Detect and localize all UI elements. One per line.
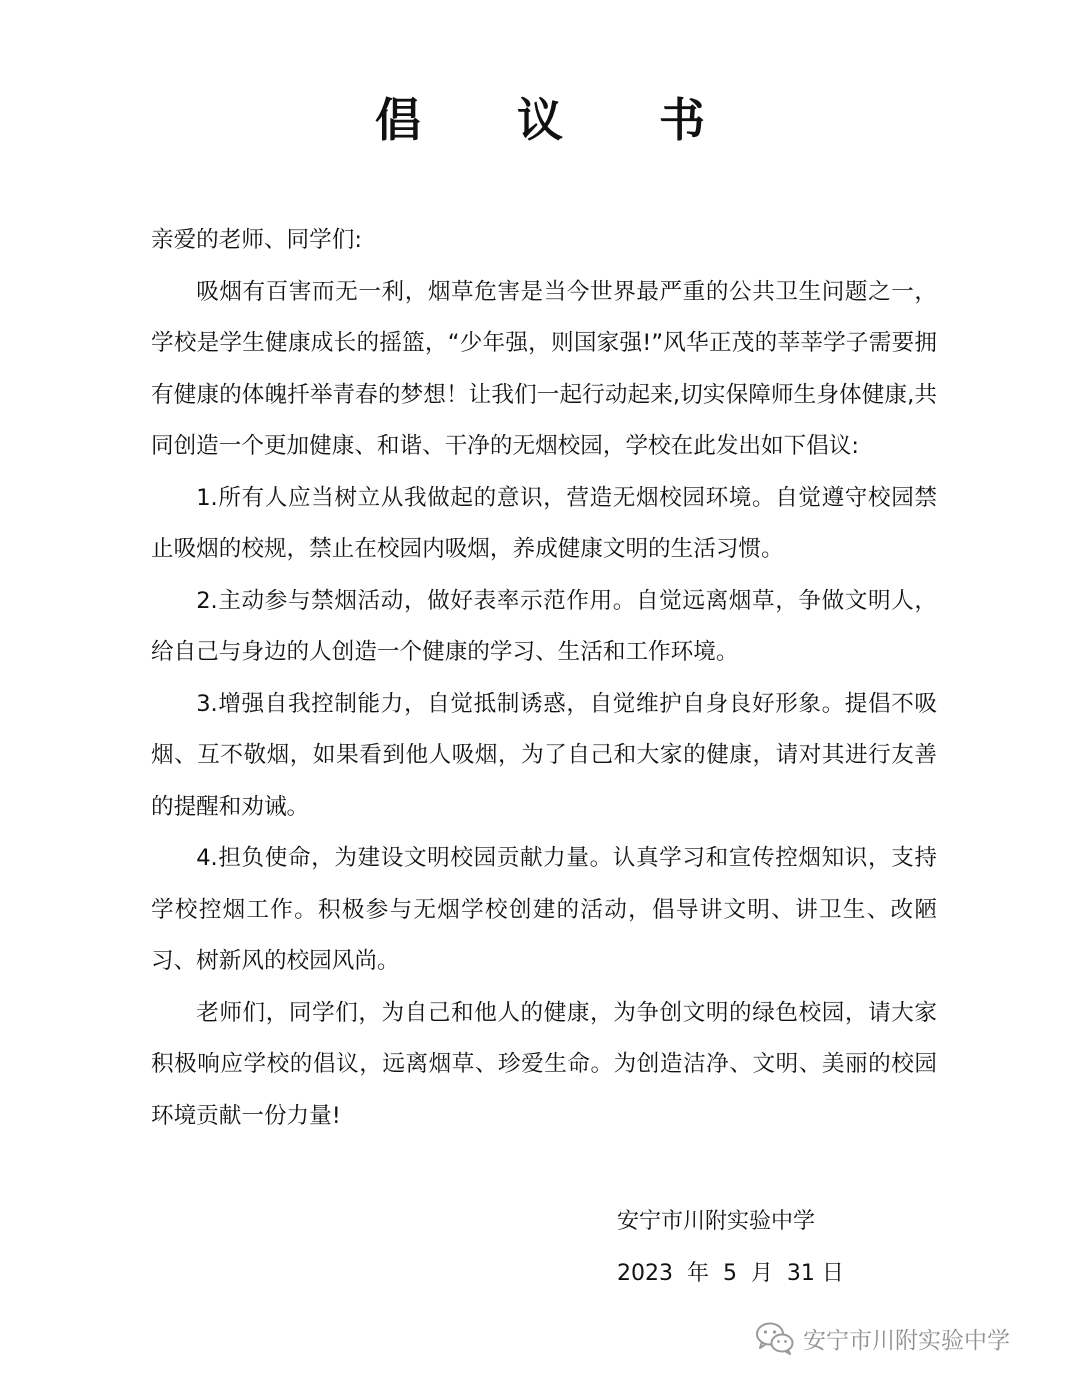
watermark — [755, 1318, 1010, 1358]
paragraph-intro: 吸烟有百害而无一利，烟草危害是当今世界最严重的公共卫生问题之一，学校是学生健康成长的摇篮，“少年强，则国家强!”风华正茂的莘莘学子需要拥有健康的体魄扦举青春的梦想！让我们一起行动起来,切实保障师生身体健康,共同创造一个更加健康、和谐、干净的无烟校园，学校在此发出如下倡议: — [151, 278, 937, 459]
document-title: 倡 议 书 — [374, 93, 746, 147]
paragraph-item-4: 4.担负使命，为建设文明校园贡献力量。认真学习和宣传控烟知识，支持学校控烟工作。积极参与无烟学校创建的活动，倡导讲文明、讲卫生、改陋习、树新风的校园风尚。 — [151, 845, 937, 974]
paragraph-closing: 老师们，同学们，为自己和他人的健康，为争创文明的绿色校园，请大家积极响应学校的倡议，远离烟草、珍爱生命。为创造洁净、文明、美丽的校园环境贡献一份力量! — [151, 999, 937, 1129]
watermark-text: 安宁市川附实验中学 — [803, 1327, 1010, 1354]
signature-organization: 安宁市川附实验中学 — [617, 1209, 816, 1234]
paragraph-item-2: 2.主动参与禁烟活动，做好表率示范作用。自觉远离烟草，争做文明人，给自己与身边的人创造一个健康的学习、生活和工作环境。 — [151, 587, 937, 665]
document-body — [151, 215, 937, 1142]
greeting: 亲爱的老师、同学们: — [151, 227, 362, 253]
wechat-icon — [755, 1321, 795, 1355]
signature-block — [617, 1196, 844, 1300]
paragraph-item-1: 1.所有人应当树立从我做起的意识，营造无烟校园环境。自觉遵守校园禁止吸烟的校规，禁止在校园内吸烟，养成健康文明的生活习惯。 — [151, 484, 937, 562]
paragraph-item-3: 3.增强自我控制能力，自觉抵制诱惑，自觉维护自身良好形象。提倡不吸烟、互不敬烟，如果看到他人吸烟，为了自己和大家的健康，请对其进行友善的提醒和劝诫。 — [151, 690, 937, 820]
signature-date: 2023 年 5 月 31 日 — [617, 1261, 844, 1286]
